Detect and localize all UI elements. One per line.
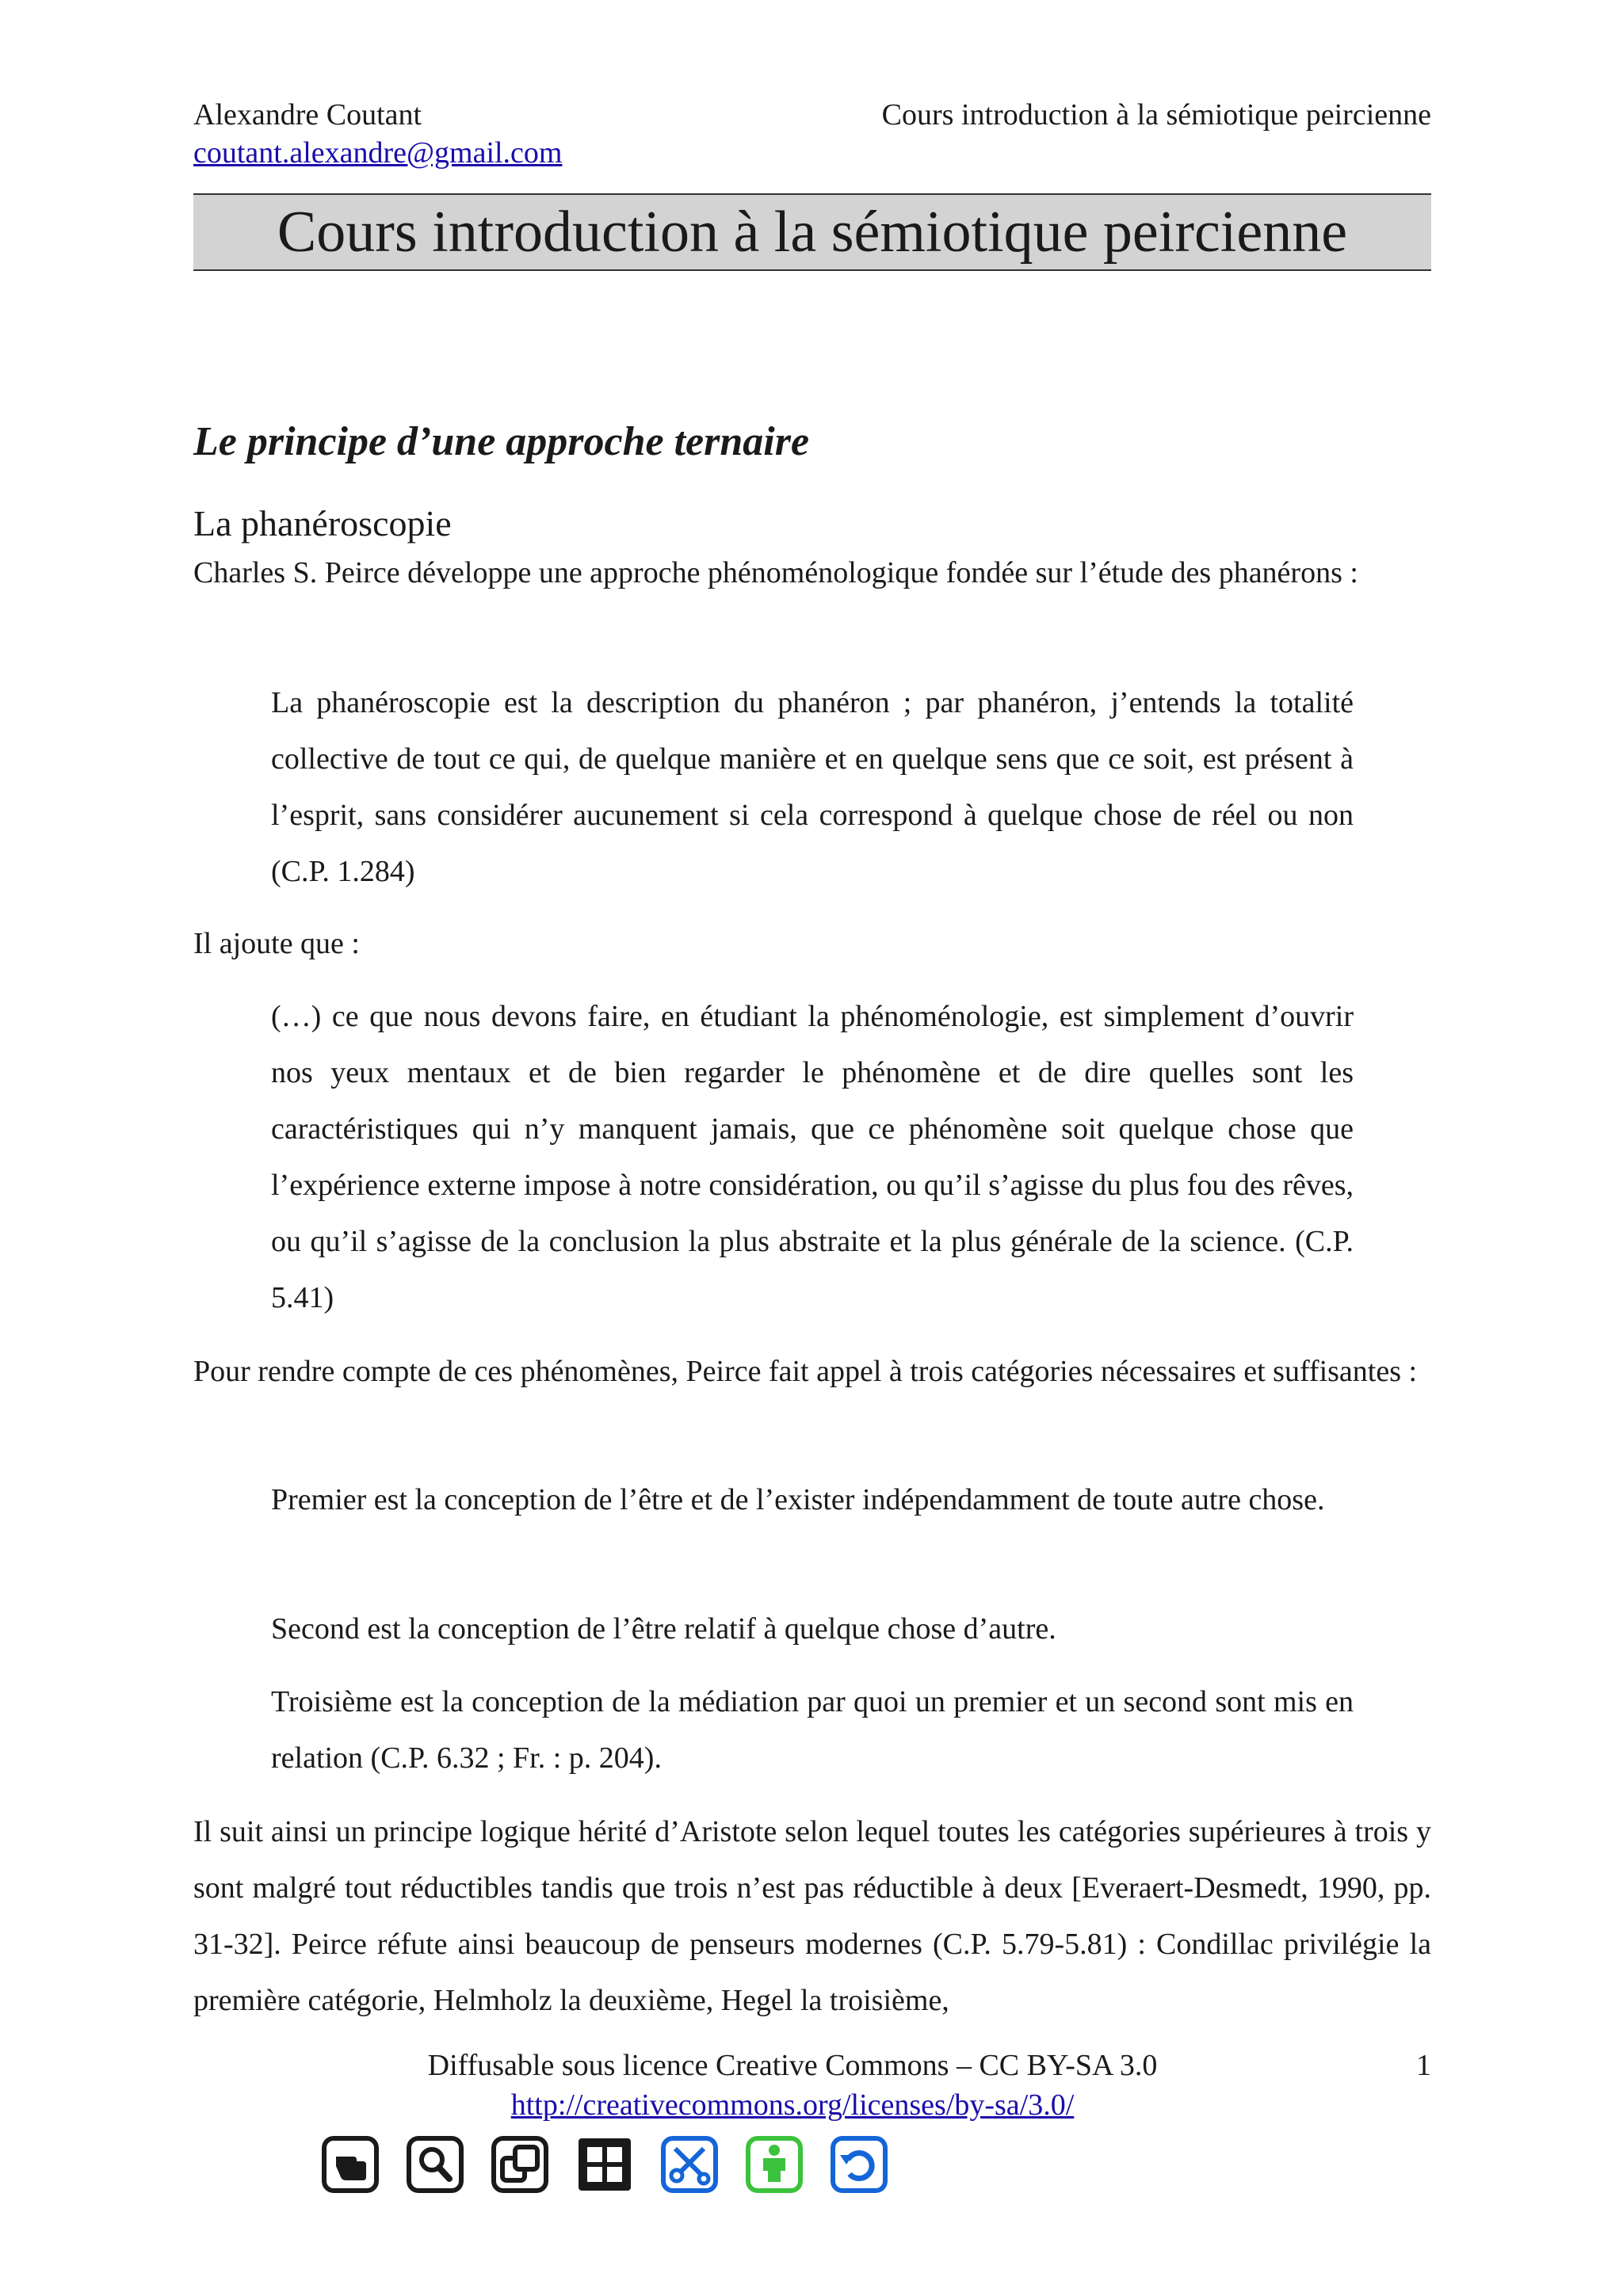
quote-phenomenology: (…) ce que nous devons faire, en étudiant la phénoménologie, est simplement d’ouvrir nos yeux mentaux et de bien regarder le phénomène et de dire quelles sont les caractéristiques qui n’y manquent jamais, que ce phénomène soit quelque chose que l’expérience externe impose à notre considération, ou qu’il s’agisse du plus fou des rêves, ou qu’il s’agisse de la conclusion la plus abstraite et la plus générale de la science. (C.P. 5.41): [271, 1000, 1354, 1314]
quote-phaneroscopy: La phanéroscopie est la description du phanéron ; par phanéron, j’entends la totalité collective de tout ce qui, de quelque manière et en quelque sens que ce soit, est présent à l’esprit, sans considérer aucunement si cela correspond à quelque chose de réel ou non (C.P. 1.284): [271, 686, 1354, 888]
footer-license: Diffusable sous licence Creative Commons – CC BY-SA 3.0: [427, 2049, 1158, 2082]
scissors-icon: [661, 2136, 718, 2193]
document-title: Cours introduction à la sémiotique peircienne: [193, 193, 1431, 271]
header-course-title: Cours introduction à la sémiotique peircienne: [881, 98, 1431, 132]
quote-first: Premier est la conception de l’être et de l’exister indépendamment de toute autre chose.: [271, 1483, 1325, 1516]
license-icons: [322, 2136, 888, 2193]
remix-magnifier-icon: [407, 2136, 464, 2193]
attribution-person-icon: [746, 2136, 803, 2193]
paragraph-aristotle: Il suit ainsi un principe logique hérité d’Aristote selon lequel toutes les catégories supérieures à trois y sont malgré tout réductibles tandis que trois n’est pas réductible à deux [Everaert-Desmedt, 1990, pp. 31-32]. Peirce réfute ainsi beaucoup de penseurs modernes (C.P. 5.79-5.81) : Condillac privilégie la première catégorie, Helmholz la deuxième, Hegel la troisième,: [193, 1815, 1431, 2017]
quote-second: Second est la conception de l’être relatif à quelque chose d’autre.: [271, 1612, 1056, 1646]
copy-squares-icon: [491, 2136, 548, 2193]
header-author: Alexandre Coutant: [193, 98, 422, 132]
paragraph-categories: Pour rendre compte de ces phénomènes, Peirce fait appel à trois catégories nécessaires et suffisantes :: [193, 1355, 1418, 1388]
subsection-heading: La phanéroscopie: [193, 503, 452, 543]
grid-icon: [576, 2136, 633, 2193]
paragraph-adds: Il ajoute que :: [193, 927, 360, 960]
footer-license-link[interactable]: http://creativecommons.org/licenses/by-sa/3.0/: [510, 2088, 1075, 2122]
paragraph-intro: Charles S. Peirce développe une approche phénoménologique fondée sur l’étude des phanérons :: [193, 556, 1358, 589]
page-number: 1: [1416, 2049, 1431, 2082]
header-email-link[interactable]: coutant.alexandre@gmail.com: [193, 136, 563, 170]
section-heading: Le principe d’une approche ternaire: [193, 419, 810, 464]
share-alike-icon: [831, 2136, 888, 2193]
quote-third: Troisième est la conception de la médiation par quoi un premier et un second sont mis en relation (C.P. 6.32 ; Fr. : p. 204).: [271, 1685, 1354, 1775]
share-hand-icon: [322, 2136, 379, 2193]
